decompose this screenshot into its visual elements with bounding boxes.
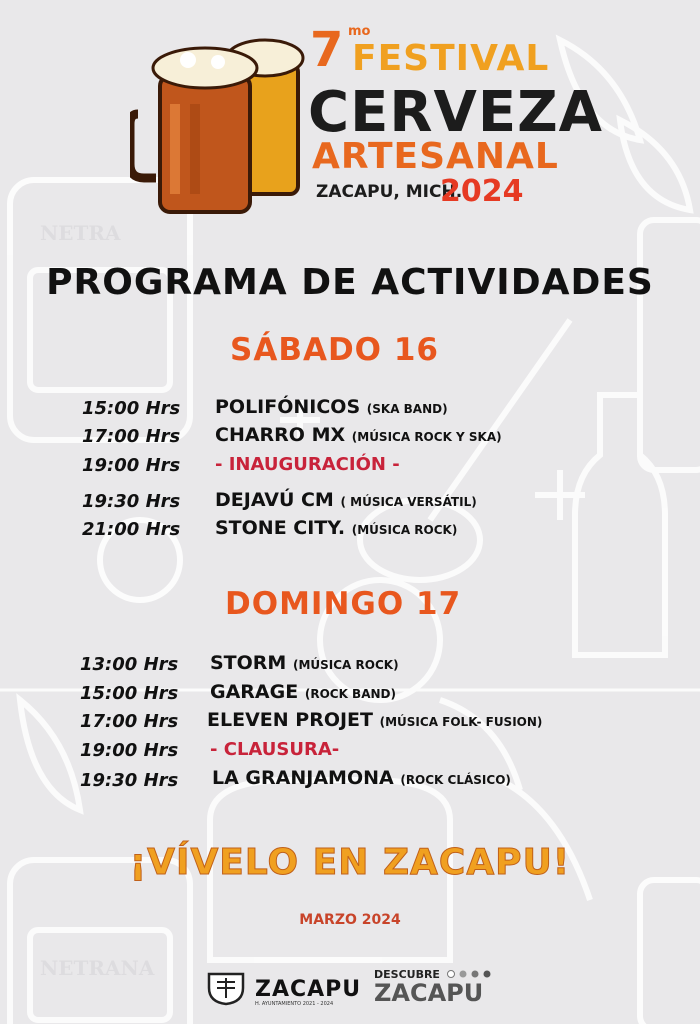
logo-descubre-main: ZACAPU (374, 979, 484, 1007)
event-time: 19:00 Hrs (80, 740, 179, 761)
event-detail: (MÚSICA ROCK) (351, 523, 458, 537)
program-title: PROGRAMA DE ACTIVIDADES (46, 262, 654, 303)
event-time: 19:30 Hrs (80, 770, 179, 791)
header-artesanal: ARTESANAL (312, 136, 559, 177)
event-performer: STONE CITY. (215, 517, 346, 539)
event-time: 17:00 Hrs (80, 711, 179, 732)
event-time: 15:00 Hrs (80, 683, 179, 704)
slogan: ¡VÍVELO EN ZACAPU! (129, 842, 571, 883)
logo-zacapu: ZACAPU (255, 977, 362, 1002)
event-name (215, 396, 448, 418)
logo-descubre-top: DESCUBRE (374, 968, 440, 981)
event-time: 15:00 Hrs (82, 398, 181, 419)
event-performer: ELEVEN PROJET (207, 709, 373, 731)
beer-mugs-illustration (130, 34, 310, 216)
header-year: 2024 (440, 174, 524, 209)
header-festival: FESTIVAL (352, 38, 550, 79)
event-performer: CHARRO MX (215, 424, 346, 446)
edition-number: 7 (310, 22, 343, 78)
svg-text:NETRA: NETRA (40, 221, 121, 245)
event-inauguracion: - INAUGURACIÓN - (215, 454, 400, 475)
coat-of-arms-icon (205, 970, 247, 1006)
svg-text:NETRANA: NETRANA (40, 956, 155, 980)
event-performer: STORM (210, 652, 287, 674)
event-time: 17:00 Hrs (82, 426, 181, 447)
event-clausura: - CLAUSURA- (210, 739, 340, 760)
event-performer: LA GRANJAMONA (212, 767, 394, 789)
event-name (210, 652, 399, 674)
event-performer: POLIFÓNICOS (215, 396, 361, 418)
event-time: 13:00 Hrs (80, 654, 179, 675)
header-location: ZACAPU, MICH. (316, 182, 463, 202)
header-cerveza: CERVEZA (308, 80, 604, 145)
date-line: MARZO 2024 (299, 912, 401, 928)
event-name (215, 489, 477, 511)
event-detail: (SKA BAND) (366, 402, 448, 416)
event-detail: (ROCK BAND) (304, 687, 396, 701)
event-detail: (MÚSICA FOLK- FUSION) (379, 715, 543, 729)
event-time: 19:00 Hrs (82, 455, 181, 476)
event-name (215, 424, 502, 446)
event-name (212, 767, 511, 789)
event-detail: ( MÚSICA VERSÁTIL) (340, 495, 477, 509)
day-title-sunday: DOMINGO 17 (225, 586, 462, 622)
day-title-saturday: SÁBADO 16 (230, 332, 439, 368)
event-time: 19:30 Hrs (82, 491, 181, 512)
event-name (215, 517, 457, 539)
event-name (210, 681, 396, 703)
event-performer: GARAGE (210, 681, 299, 703)
edition-suffix: mo (348, 24, 371, 39)
event-detail: (ROCK CLÁSICO) (400, 773, 511, 787)
event-time: 21:00 Hrs (82, 519, 181, 540)
event-detail: (MÚSICA ROCK) (292, 658, 399, 672)
event-detail: (MÚSICA ROCK Y SKA) (351, 430, 502, 444)
event-performer: DEJAVÚ CM (215, 489, 334, 511)
dots-icon (446, 969, 492, 979)
logo-zacapu-subtext: H. AYUNTAMIENTO 2021 - 2024 (255, 1001, 334, 1007)
event-name (207, 709, 542, 731)
